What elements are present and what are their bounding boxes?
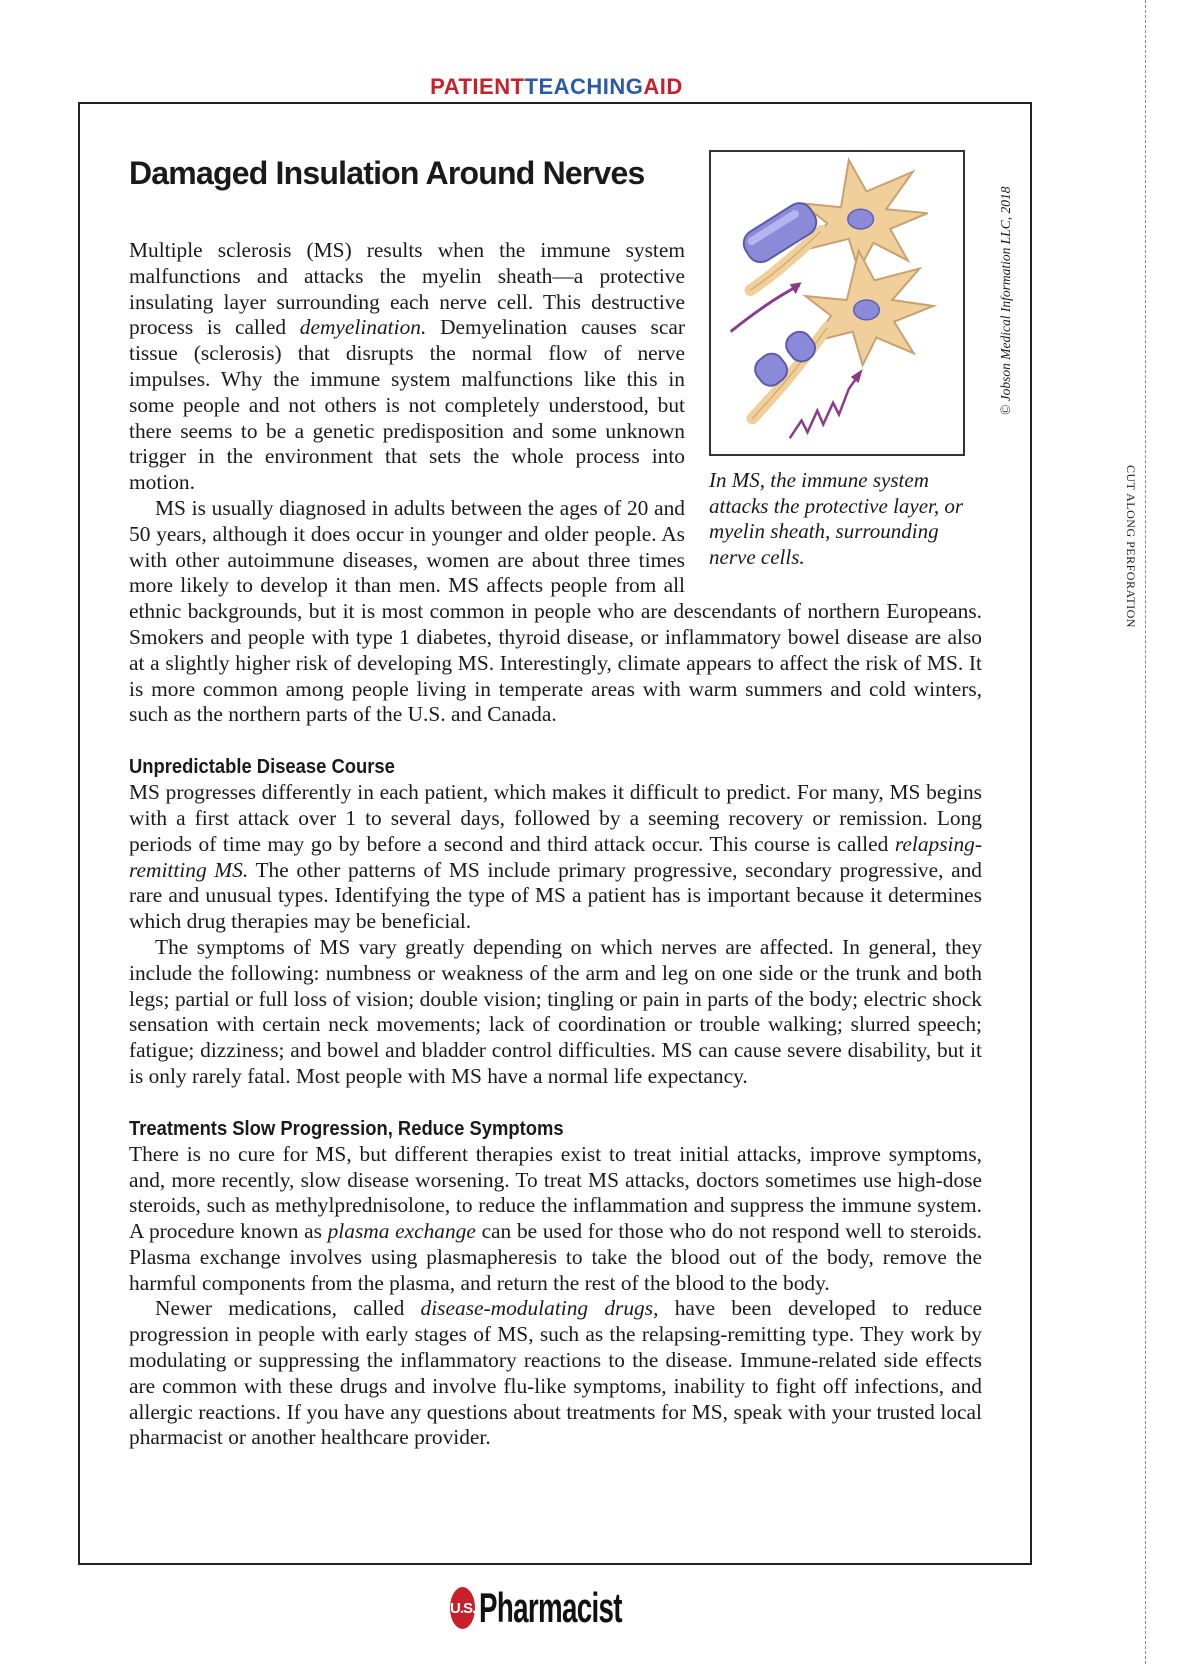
section2-p1-text-a: There is no cure for MS, but different therapies exist to treat initial attacks, improve symptoms, and, more recently, slow disease worsening. To treat MS attacks, doctors sometimes use high-dose steroids, such as methylprednisolone, to reduce the inflammation and suppress the immune system. A procedure known as xyxy=(129,1141,982,1244)
figure-caption: In MS, the immune system attacks the protective layer, or myelin sheath, surrounding nerve cells. xyxy=(709,468,964,569)
us-pharmacist-logo xyxy=(450,1578,650,1638)
nerve-illustration-svg xyxy=(711,152,963,454)
copyright-notice xyxy=(998,155,1018,415)
header-word-teaching: TEACHING xyxy=(524,74,644,99)
article xyxy=(129,150,982,1451)
section2-p1-text-b: can be used for those who do not respond well to steroids. Plasma exchange involves using plasmapheresis to take the blood out of the body, remove the harmful components from the plasma, and return the rest of the blood to the body. xyxy=(129,1219,983,1295)
nerve-cells-illustration xyxy=(709,150,965,456)
logo-seal: U.S. xyxy=(450,1587,475,1629)
header-word-patient: PATIENT xyxy=(430,74,525,99)
intro-paragraph-2: MS is usually diagnosed in adults between the ages of 20 and 50 years, although it does occur in younger and older people. As with other autoimmune diseases, women are about three times more likely to develop it than men. MS affects people from all ethnic backgrounds, but it is most common in people who are descendants of northern Europeans. Smokers and people with type 1 diabetes, thyroid disease, or inflammatory bowel disease are also at a slightly higher risk of developing MS. Interestingly, climate appears to affect the risk of MS. It is more common among people living in temperate areas with warm summers and cold winters, such as the northern parts of the U.S. and Canada. xyxy=(129,495,982,727)
figure xyxy=(709,150,982,570)
section2-paragraph-2 xyxy=(129,1296,982,1451)
section-heading-treatments: Treatments Slow Progression, Reduce Symptoms xyxy=(129,1117,564,1140)
intro-p1-text-b: Demyelination causes scar tissue (sclerosis) that disrupts the normal flow of nerve impulses. Why the immune system malfunctions like this in some people and not others is not completely understood, but there seems to be a genetic predisposition and some unknown trigger in the environment that sets the whole process into motion. xyxy=(129,315,685,495)
intro-p1-text-a: Multiple sclerosis (MS) results when the immune system malfunctions and attacks the myelin sheath—a protective insulating layer surrounding each nerve cell. This destructive process is called xyxy=(129,238,685,340)
cut-label-text: CUT ALONG PERFORATION xyxy=(1124,465,1138,628)
section-heading-disease-course: Unpredictable Disease Course xyxy=(129,756,395,779)
intro-p1-emphasis: demyelination. xyxy=(299,315,427,340)
section1-p1-text-b: The other patterns of MS include primary progressive, secondary progressive, and rare and unusual types. Identifying the type of MS a patient has is important because it determines which drug therapies may be beneficial. xyxy=(129,857,982,934)
section1-paragraph-2: The symptoms of MS vary greatly depending on which nerves are affected. In general, they include the following: numbness or weakness of the arm and leg on one side or the trunk and both legs; partial or full loss of vision; double vision; tingling or pain in parts of the body; electric shock sensation with certain neck movements; lack of coordination or trouble walking; slurred speech; fatigue; dizziness; and bowel and bladder control difficulties. MS can cause severe disability, but it is only rarely fatal. Most people with MS have a normal life expectancy. xyxy=(129,934,982,1088)
section1-p1-emphasis: relapsing-remitting MS. xyxy=(129,831,982,882)
section1-p1-text-a: MS progresses differently in each patient, which makes it difficult to predict. For many, MS begins with a first attack over 1 to several days, followed by a seeming recovery or remission. Long periods of time may go by before a second and third attack occur. This course is called xyxy=(129,780,982,856)
cut-label xyxy=(1124,465,1140,645)
section2-p2-text-b: have been developed to reduce progression in people with early stages of MS, such as the relapsing-remitting type. They work by modulating or suppressing the inflammatory reactions to the disease. Immune-related side effects are common with these drugs and involve flu-like symptoms, inability to fight off infections, and allergic reactions. If you have any questions about treatments for MS, speak with your trusted local pharmacist or another healthcare provider. xyxy=(129,1296,982,1450)
page-title: Damaged Insulation Around Nerves xyxy=(129,155,645,191)
copyright-text: © Jobson Medical Information LLC, 2018 xyxy=(998,186,1013,415)
section2-p2-text-a: Newer medications, called xyxy=(155,1296,421,1321)
section1-paragraph-1 xyxy=(129,780,982,935)
section2-p2-emphasis: disease-modulating drugs, xyxy=(420,1296,659,1321)
header-banner xyxy=(78,74,1035,100)
logo-wordmark: Pharmacist xyxy=(479,1584,623,1631)
perforation-line xyxy=(1145,0,1146,1664)
section2-p1-emphasis: plasma exchange xyxy=(327,1219,476,1244)
section2-paragraph-1 xyxy=(129,1142,982,1297)
header-word-aid: AID xyxy=(643,74,683,99)
